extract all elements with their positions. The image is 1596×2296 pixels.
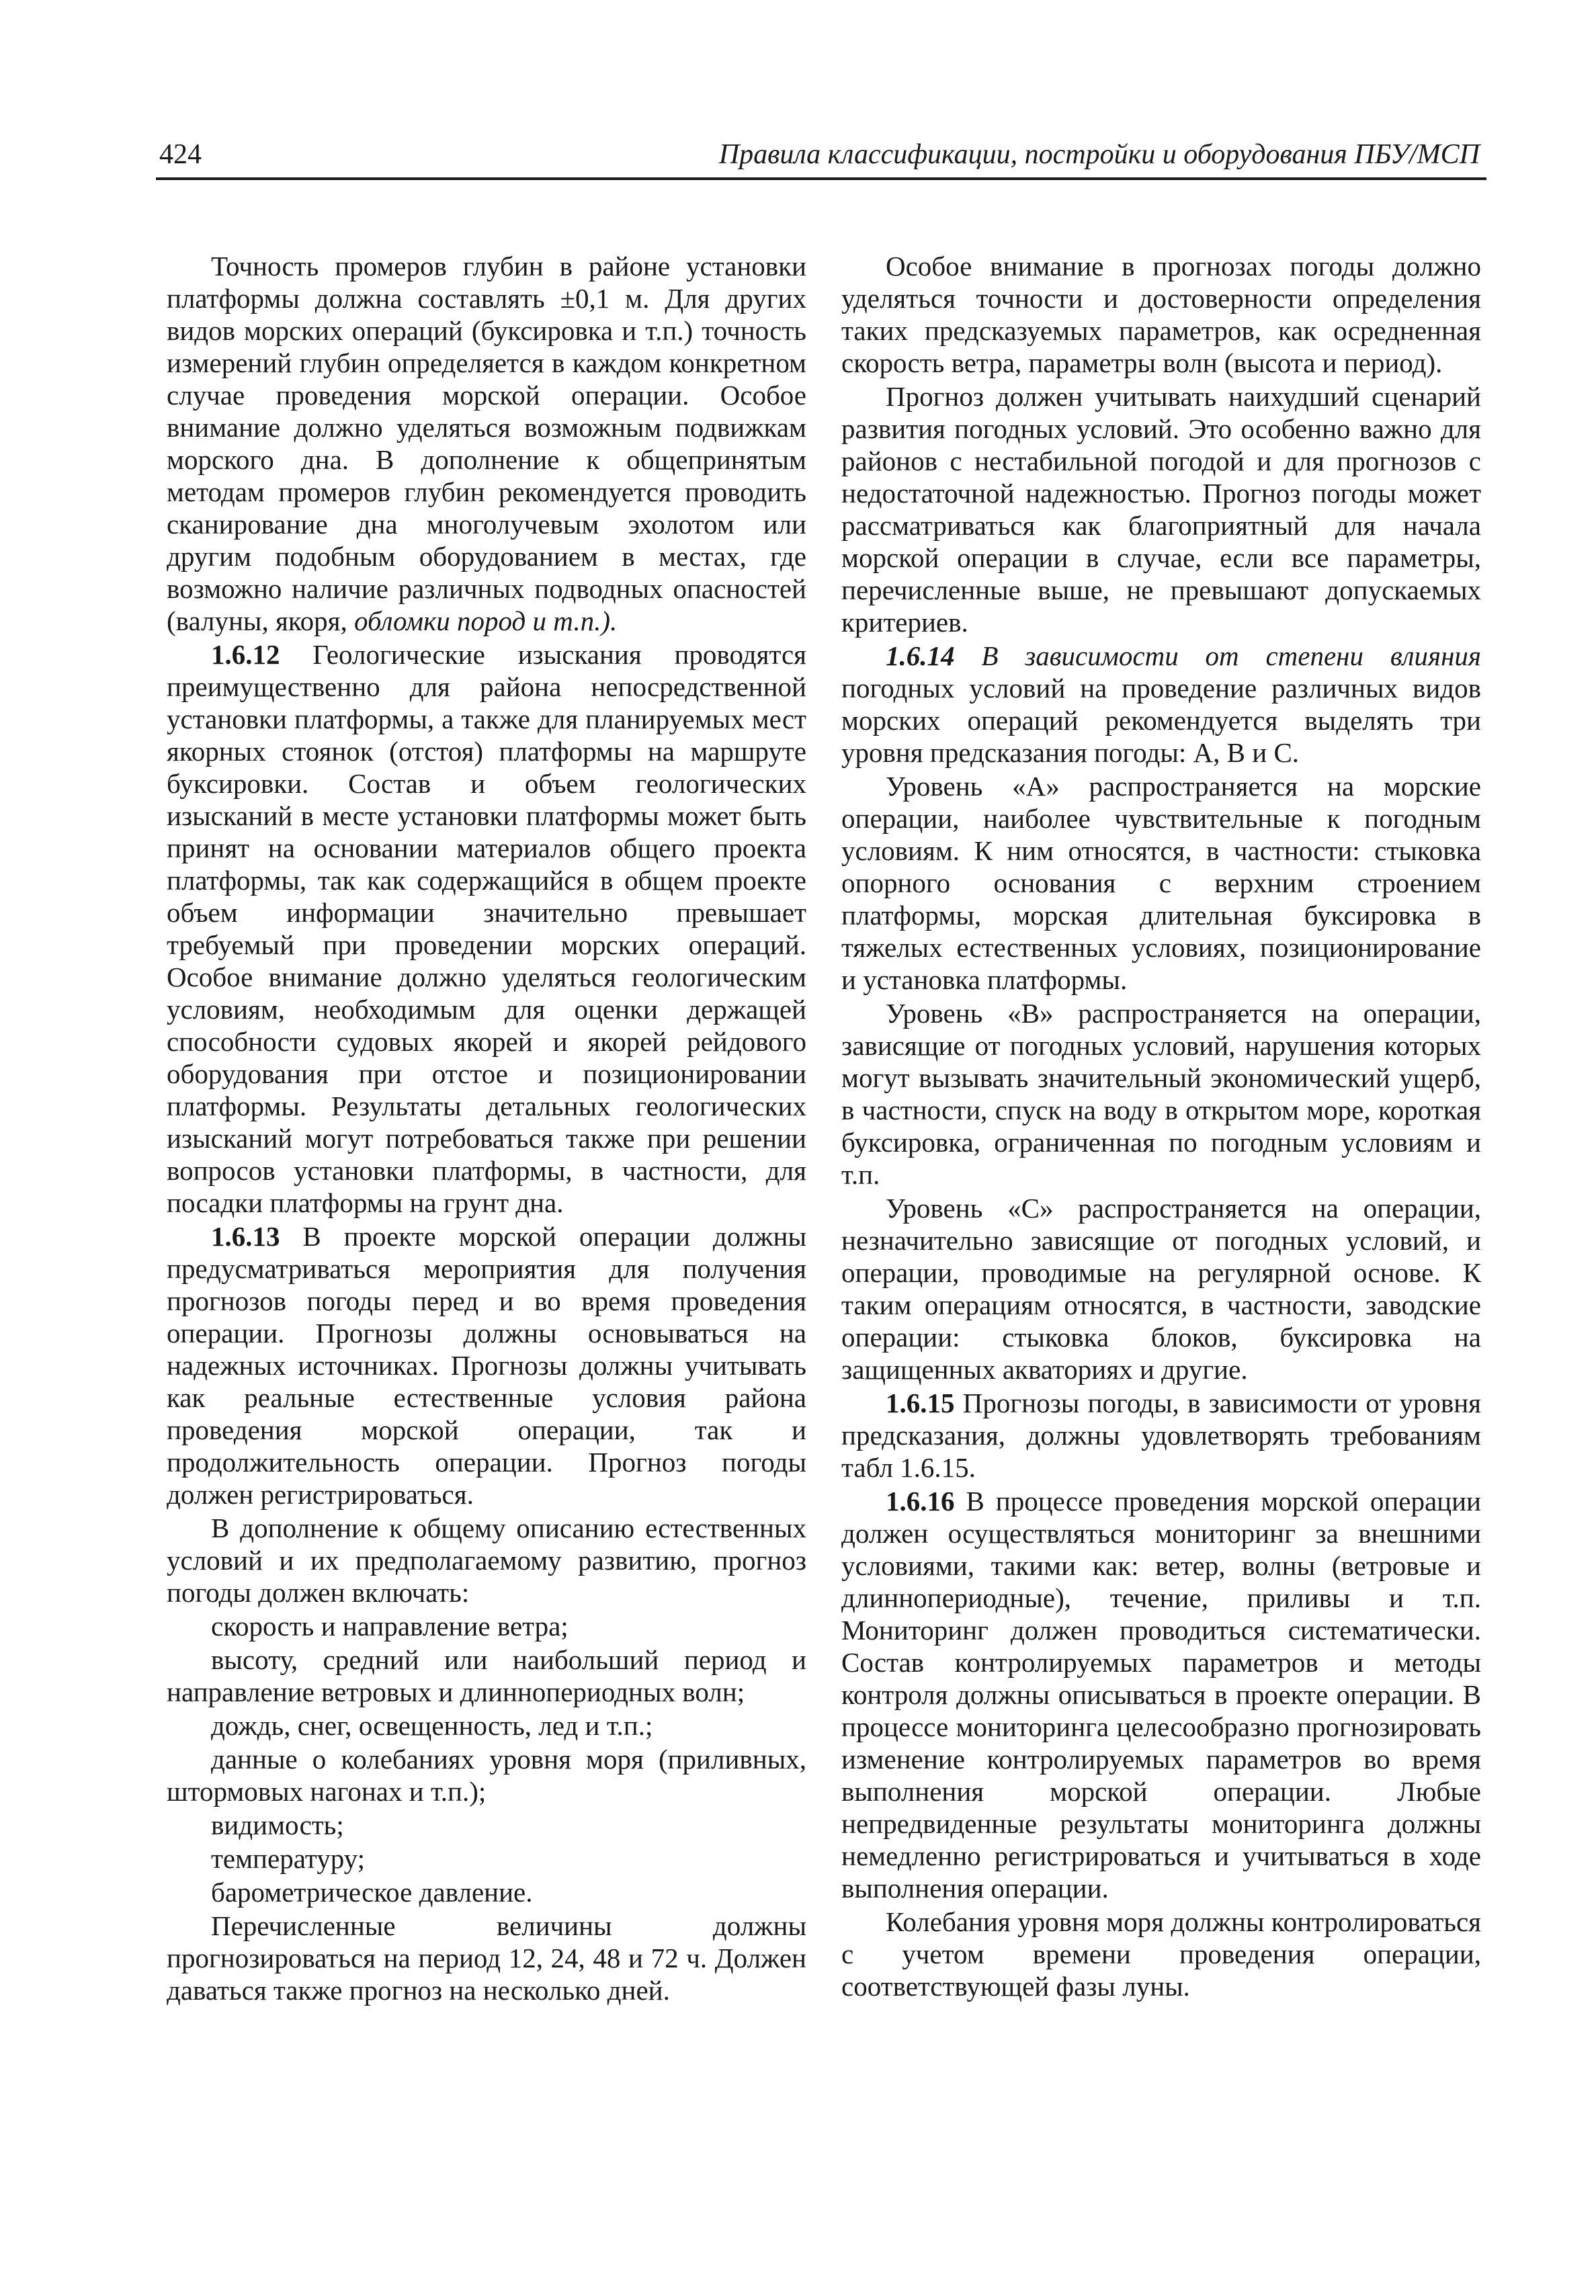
paragraph: Уровень «В» распространяется на операции, зависящие от погодных условий, нарушения которых могут вызывать значительный экономический ущерб, в частности, спуск на воду в открытом море, короткая буксировка, ограниченная по погодным условиям и т.п.: [841, 998, 1481, 1190]
paragraph-italic-text: обломки пород и т.п.).: [354, 605, 618, 636]
paragraph-text: Геологические изыскания проводятся преимущественно для района непосредственной установки платформы, а также для планируемых мест якорных стоянок (отстоя) платформы на маршруте буксировки. Состав и объем геологических изысканий в месте установки платформы может быть принят на основании материалов общего проекта платформы, так как содержащийся в общем проекте объем информации значительно превышает требуемый при проведении морских операций. Особое внимание должно уделяться геологическим условиям, необходимым для оценки держащей способности судовых якорей и якорей рейдового оборудования при отстое и позиционировании платформы. Результаты детальных геологических изысканий могут потребоваться также при решении вопросов установки платформы, в частности, для посадки платформы на грунт дна.: [167, 639, 806, 1218]
paragraph: [167, 250, 806, 637]
paragraph-text: В процессе проведения морской операции должен осуществляться мониторинг за внешними условиями, такими как: ветер, волны (ветровые и длиннопериодные), течение, приливы и т.п. Мониторинг должен проводиться систематически. Состав контролируемых параметров и методы контроля должны описываться в проекте операции. В процессе мониторинга целесообразно прогнозировать изменение контролируемых параметров во время выполнения морской операции. Любые непредвиденные результаты мониторинга должны немедленно регистрироваться и учитываться в ходе выполнения операции.: [841, 1486, 1481, 1904]
clause-number: 1.6.12: [211, 639, 280, 670]
paragraph-1-6-13: [167, 1220, 806, 1511]
paragraph-italic-text: В зависимости от степени влияния: [954, 640, 1481, 671]
list-item: видимость;: [211, 1810, 344, 1840]
page-number: 424: [159, 139, 202, 170]
paragraph-text: Точность промеров глубин в районе установки платформы должна составлять ±0,1 м. Для других видов морских операций (буксировка и т.п.) точность измерений глубин определяется в каждом конкретном случае проведения морской операции. Особое внимание должно уделяться возможным подвижкам морского дна. В дополнение к общепринятым методам промеров глубин рекомендуется проводить сканирование дна многолучевым эхолотом или другим подобным оборудованием в местах, где возможно наличие различных подводных опасностей (валуны, якоря,: [167, 251, 806, 636]
right-column: [841, 250, 1481, 2004]
paragraph-text: Прогнозы погоды, в зависимости от уровня предсказания, должны удовлетворять требованиям табл 1.6.15.: [841, 1388, 1481, 1483]
clause-number: 1.6.15: [886, 1388, 955, 1418]
paragraph-1-6-15: [841, 1387, 1481, 1484]
header-rule: [156, 177, 1486, 180]
page-header: [156, 133, 1486, 180]
paragraph: Прогноз должен учитывать наихудший сценарий развития погодных условий. Это особенно важно для районов с нестабильной погодой и для прогнозов с недостаточной надежностью. Прогноз погоды может рассматриваться как благоприятный для начала морской операции в случае, если все параметры, перечисленные выше, не превышают допускаемых критериев.: [841, 381, 1481, 638]
list-item: высоту, средний или наибольший период и направление ветровых и длиннопериодных волн;: [167, 1644, 806, 1707]
list-item: скорость и направление ветра;: [211, 1611, 569, 1642]
left-column: [167, 250, 806, 2008]
paragraph-1-6-16: [841, 1485, 1481, 1904]
clause-number: 1.6.14: [886, 640, 955, 671]
list-item: данные о колебаниях уровня моря (приливных, штормовых нагонах и т.п.);: [167, 1744, 806, 1807]
paragraph: Уровень «А» распространяется на морские операции, наиболее чувствительные к погодным условиям. К ним относятся, в частности: стыковка опорного основания с верхним строением платформы, морская длительная буксировка в тяжелых естественных условиях, позиционирование и установка платформы.: [841, 771, 1481, 995]
list-item: дождь, снег, освещенность, лед и т.п.;: [211, 1710, 653, 1741]
paragraph-1-6-12: [167, 638, 806, 1219]
list-item: барометрическое давление.: [211, 1877, 533, 1908]
paragraph: Перечисленные величины должны прогнозироваться на период 12, 24, 48 и 72 ч. Должен даваться также прогноз на несколько дней.: [167, 1910, 806, 2006]
paragraph: Особое внимание в прогнозах погоды должно уделяться точности и достоверности определения таких предсказуемых параметров, как осредненная скорость ветра, параметры волн (высота и период).: [841, 251, 1481, 378]
paragraph: В дополнение к общему описанию естественных условий и их предполагаемому развитию, прогноз погоды должен включать:: [167, 1513, 806, 1608]
paragraph-text: В проекте морской операции должны предусматриваться мероприятия для получения прогнозов погоды перед и во время проведения операции. Прогнозы должны основываться на надежных источниках. Прогнозы должны учитывать как реальные естественные условия района проведения морской операции, так и продолжительность операции. Прогноз погоды должен регистрироваться.: [167, 1221, 806, 1510]
clause-number: 1.6.13: [211, 1221, 280, 1252]
paragraph: Уровень «С» распространяется на операции, незначительно зависящие от погодных условий, и операции, проводимые на регулярной основе. К таким операциям относятся, в частности, заводские операции: стыковка блоков, буксировка на защищенных акваториях и другие.: [841, 1193, 1481, 1385]
paragraph-1-6-14: [841, 640, 1481, 769]
running-title: Правила классификации, постройки и оборудования ПБУ/МСП: [718, 139, 1480, 170]
paragraph: Колебания уровня моря должны контролироваться с учетом времени проведения операции, соответствующей фазы луны.: [841, 1906, 1481, 2002]
clause-number: 1.6.16: [886, 1486, 955, 1517]
list-item: температуру;: [211, 1843, 366, 1874]
paragraph-text: погодных условий на проведение различных видов морских операций рекомендуется выделять три уровня предсказания погоды: А, В и С.: [841, 673, 1481, 768]
